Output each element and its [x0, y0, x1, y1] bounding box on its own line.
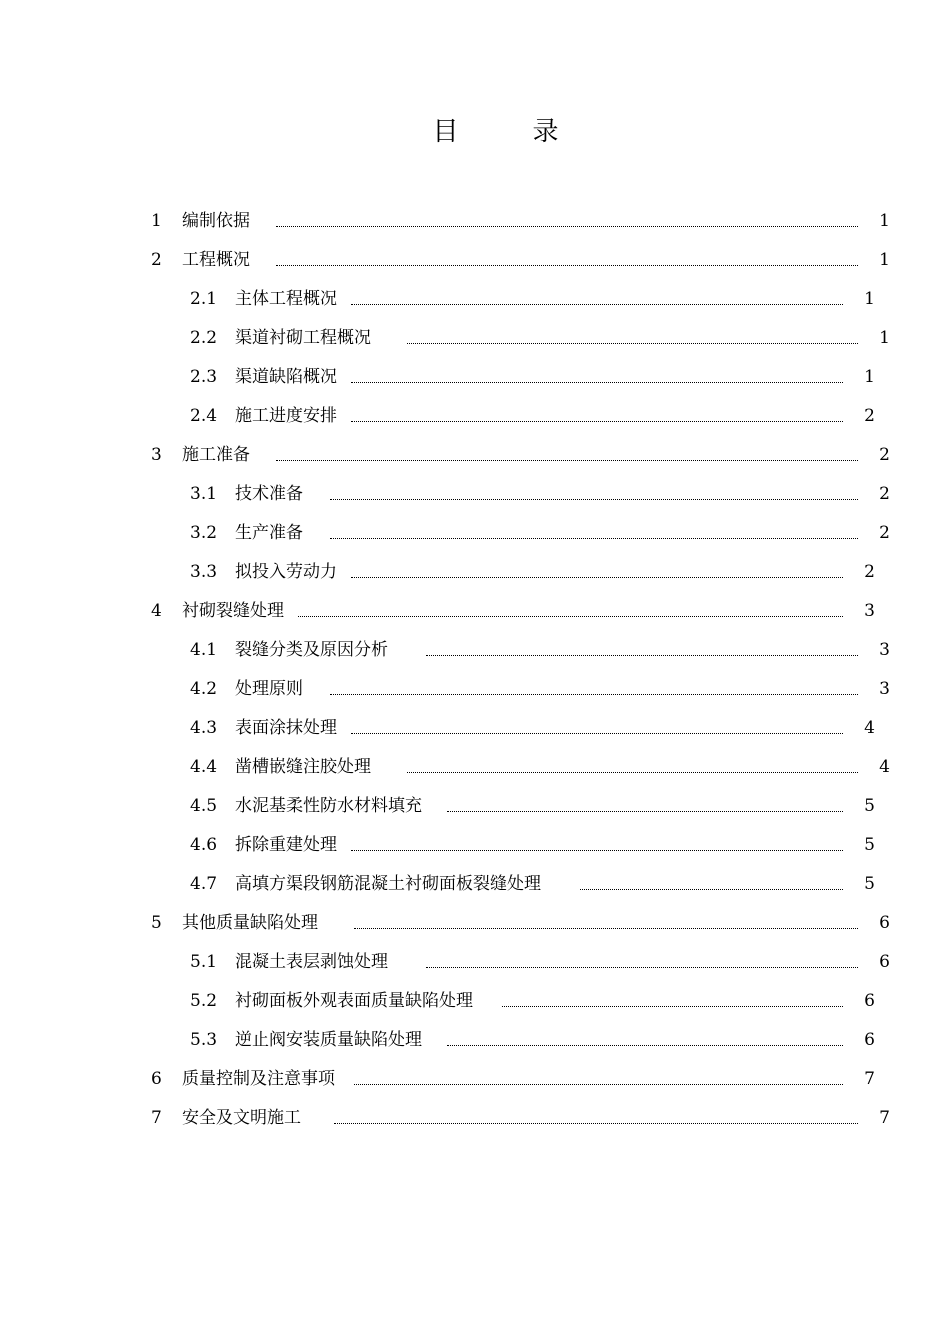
toc-subsection-entry[interactable]	[0, 865, 950, 904]
toc-dot-leader	[407, 343, 858, 344]
toc-page-number: 5	[864, 835, 875, 855]
toc-page-number: 1	[864, 289, 875, 309]
toc-dot-leader	[330, 538, 858, 539]
toc-subsection-entry[interactable]	[0, 943, 950, 982]
toc-entry-title: 裂缝分类及原因分析	[235, 640, 388, 660]
toc-entry-number: 7	[151, 1108, 162, 1128]
toc-entry-number: 6	[151, 1069, 162, 1089]
toc-dot-leader	[351, 304, 843, 305]
toc-dot-leader	[354, 1084, 843, 1085]
toc-entry-title: 施工进度安排	[235, 406, 337, 426]
toc-page-number: 4	[864, 718, 875, 738]
toc-dot-leader	[351, 382, 843, 383]
page-title: 目 录	[432, 117, 583, 147]
toc-entry-number: 3.1	[190, 484, 218, 504]
toc-entry-number: 3.2	[190, 523, 218, 543]
toc-entry-title: 技术准备	[235, 484, 303, 504]
toc-entry-title: 渠道衬砌工程概况	[235, 328, 371, 348]
toc-page-number: 7	[864, 1069, 875, 1089]
toc-page-number: 7	[879, 1108, 890, 1128]
toc-entry-title: 生产准备	[235, 523, 303, 543]
toc-section-entry[interactable]	[0, 904, 950, 943]
toc-page-number: 2	[864, 562, 875, 582]
toc-entry-title: 衬砌裂缝处理	[182, 601, 284, 621]
toc-entry-number: 2.4	[190, 406, 218, 426]
toc-dot-leader	[351, 850, 843, 851]
toc-dot-leader	[354, 928, 858, 929]
toc-entry-number: 4	[151, 601, 162, 621]
toc-subsection-entry[interactable]	[0, 280, 950, 319]
toc-section-entry[interactable]	[0, 202, 950, 241]
toc-page-number: 3	[879, 640, 890, 660]
toc-subsection-entry[interactable]	[0, 631, 950, 670]
toc-page-number: 6	[864, 991, 875, 1011]
toc-entry-title: 安全及文明施工	[182, 1108, 301, 1128]
toc-entry-number: 2.2	[190, 328, 218, 348]
toc-page-number: 2	[879, 523, 890, 543]
toc-entry-number: 4.7	[190, 874, 218, 894]
toc-subsection-entry[interactable]	[0, 1021, 950, 1060]
toc-entry-number: 4.6	[190, 835, 218, 855]
toc-entry-title: 表面涂抹处理	[235, 718, 337, 738]
toc-entry-number: 4.3	[190, 718, 218, 738]
toc-dot-leader	[276, 265, 858, 266]
toc-dot-leader	[276, 460, 858, 461]
toc-dot-leader	[351, 733, 843, 734]
toc-subsection-entry[interactable]	[0, 670, 950, 709]
toc-entry-number: 2.1	[190, 289, 218, 309]
toc-subsection-entry[interactable]	[0, 709, 950, 748]
toc-entry-number: 4.2	[190, 679, 218, 699]
toc-page-number: 1	[879, 250, 890, 270]
toc-entry-number: 4.5	[190, 796, 218, 816]
toc-dot-leader	[447, 811, 843, 812]
toc-entry-title: 混凝土表层剥蚀处理	[235, 952, 388, 972]
toc-subsection-entry[interactable]	[0, 748, 950, 787]
toc-dot-leader	[330, 694, 858, 695]
toc-dot-leader	[502, 1006, 843, 1007]
toc-entry-number: 5.1	[190, 952, 218, 972]
toc-entry-title: 渠道缺陷概况	[235, 367, 337, 387]
toc-entry-number: 5	[151, 913, 162, 933]
toc-subsection-entry[interactable]	[0, 514, 950, 553]
toc-entry-title: 编制依据	[182, 211, 250, 231]
toc-page-number: 6	[879, 913, 890, 933]
toc-entry-title: 其他质量缺陷处理	[182, 913, 318, 933]
toc-entry-title: 处理原则	[235, 679, 303, 699]
toc-subsection-entry[interactable]	[0, 397, 950, 436]
toc-entry-title: 逆止阀安装质量缺陷处理	[235, 1030, 422, 1050]
toc-entry-number: 3.3	[190, 562, 218, 582]
toc-entry-number: 4.1	[190, 640, 218, 660]
toc-dot-leader	[426, 967, 858, 968]
toc-entry-title: 水泥基柔性防水材料填充	[235, 796, 422, 816]
toc-page-number: 6	[879, 952, 890, 972]
toc-page-number: 2	[879, 484, 890, 504]
toc-dot-leader	[580, 889, 843, 890]
toc-section-entry[interactable]	[0, 1060, 950, 1099]
toc-entry-title: 施工准备	[182, 445, 250, 465]
toc-page-number: 6	[864, 1030, 875, 1050]
toc-subsection-entry[interactable]	[0, 982, 950, 1021]
toc-entry-number: 4.4	[190, 757, 218, 777]
toc-dot-leader	[351, 577, 843, 578]
toc-dot-leader	[330, 499, 858, 500]
toc-page-number: 1	[879, 328, 890, 348]
toc-subsection-entry[interactable]	[0, 826, 950, 865]
toc-subsection-entry[interactable]	[0, 787, 950, 826]
toc-page-number: 2	[879, 445, 890, 465]
toc-page-number: 5	[864, 874, 875, 894]
toc-dot-leader	[276, 226, 858, 227]
toc-dot-leader	[298, 616, 843, 617]
toc-entry-title: 凿槽嵌缝注胶处理	[235, 757, 371, 777]
toc-subsection-entry[interactable]	[0, 475, 950, 514]
toc-entry-title: 衬砌面板外观表面质量缺陷处理	[235, 991, 473, 1011]
toc-entry-title: 拟投入劳动力	[235, 562, 337, 582]
toc-subsection-entry[interactable]	[0, 358, 950, 397]
toc-page-number: 4	[879, 757, 890, 777]
toc-entry-title: 工程概况	[182, 250, 250, 270]
toc-dot-leader	[334, 1123, 858, 1124]
toc-entry-title: 拆除重建处理	[235, 835, 337, 855]
toc-section-entry[interactable]	[0, 241, 950, 280]
toc-section-entry[interactable]	[0, 592, 950, 631]
toc-entry-number: 5.2	[190, 991, 218, 1011]
toc-entry-title: 质量控制及注意事项	[182, 1069, 335, 1089]
toc-section-entry[interactable]	[0, 1099, 950, 1138]
toc-subsection-entry[interactable]	[0, 319, 950, 358]
toc-section-entry[interactable]	[0, 436, 950, 475]
toc-subsection-entry[interactable]	[0, 553, 950, 592]
toc-entry-title: 高填方渠段钢筋混凝土衬砌面板裂缝处理	[235, 874, 541, 894]
toc-dot-leader	[407, 772, 858, 773]
toc-page-number: 2	[864, 406, 875, 426]
toc-entry-number: 1	[151, 211, 162, 231]
toc-entry-number: 2.3	[190, 367, 218, 387]
toc-dot-leader	[426, 655, 858, 656]
toc-dot-leader	[447, 1045, 843, 1046]
toc-page-number: 1	[864, 367, 875, 387]
toc-page-number: 1	[879, 211, 890, 231]
toc-entry-number: 5.3	[190, 1030, 218, 1050]
toc-entry-title: 主体工程概况	[235, 289, 337, 309]
toc-entry-number: 2	[151, 250, 162, 270]
toc-dot-leader	[351, 421, 843, 422]
toc-page-number: 3	[864, 601, 875, 621]
toc-page-number: 5	[864, 796, 875, 816]
toc-page-number: 3	[879, 679, 890, 699]
toc-entry-number: 3	[151, 445, 162, 465]
